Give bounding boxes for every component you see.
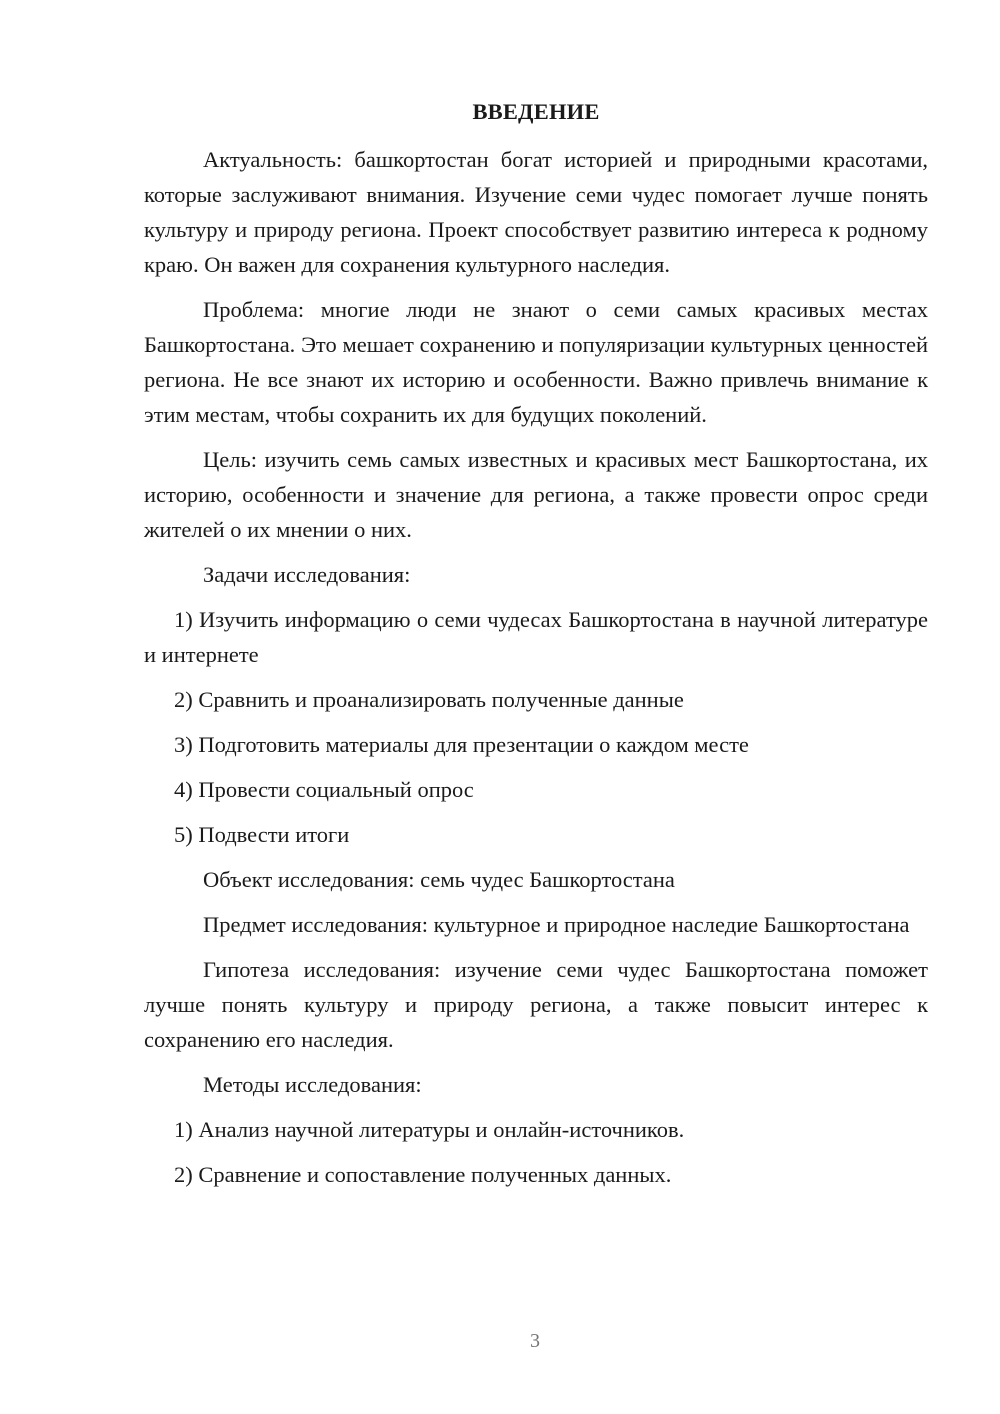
tasks-heading: Задачи исследования: <box>203 562 411 587</box>
paragraph-relevance: Актуальность: башкортостан богат историей и природными красотами, которые заслуживают внимания. Изучение семи чудес помогает лучше понять культуру и природу региона. Проект способствует развитию интереса к родному краю. Он важен для сохранения культурного наследия. <box>144 147 928 277</box>
paragraph-subject: Предмет исследования: культурное и природное наследие Башкортостана <box>203 912 910 937</box>
task-item: 2) Сравнить и проанализировать полученные данные <box>174 687 684 712</box>
task-item: 1) Изучить информацию о семи чудесах Башкортостана в научной литературе и интернете <box>144 607 928 667</box>
task-item: 3) Подготовить материалы для презентации о каждом месте <box>174 732 749 757</box>
paragraph-goal: Цель: изучить семь самых известных и красивых мест Башкортостана, их историю, особенности и значение для региона, а также провести опрос среди жителей о их мнении о них. <box>144 447 928 542</box>
paragraph-object: Объект исследования: семь чудес Башкортостана <box>203 867 675 892</box>
page-title: ВВЕДЕНИЕ <box>472 99 600 124</box>
methods-heading: Методы исследования: <box>203 1072 422 1097</box>
document-page <box>144 92 928 1192</box>
paragraph-hypothesis: Гипотеза исследования: изучение семи чудес Башкортостана поможет лучше понять культуру и природу региона, а также повысит интерес к сохранению его наследия. <box>144 957 928 1052</box>
method-item: 2) Сравнение и сопоставление полученных данных. <box>174 1162 672 1187</box>
task-item: 5) Подвести итоги <box>174 822 350 847</box>
paragraph-problem: Проблема: многие люди не знают о семи самых красивых местах Башкортостана. Это мешает сохранению и популяризации культурных ценностей региона. Не все знают их историю и особенности. Важно привлечь внимание к этим местам, чтобы сохранить их для будущих поколений. <box>144 297 928 427</box>
task-item: 4) Провести социальный опрос <box>174 777 474 802</box>
method-item: 1) Анализ научной литературы и онлайн-источников. <box>174 1117 685 1142</box>
page-number: 3 <box>530 1330 540 1352</box>
